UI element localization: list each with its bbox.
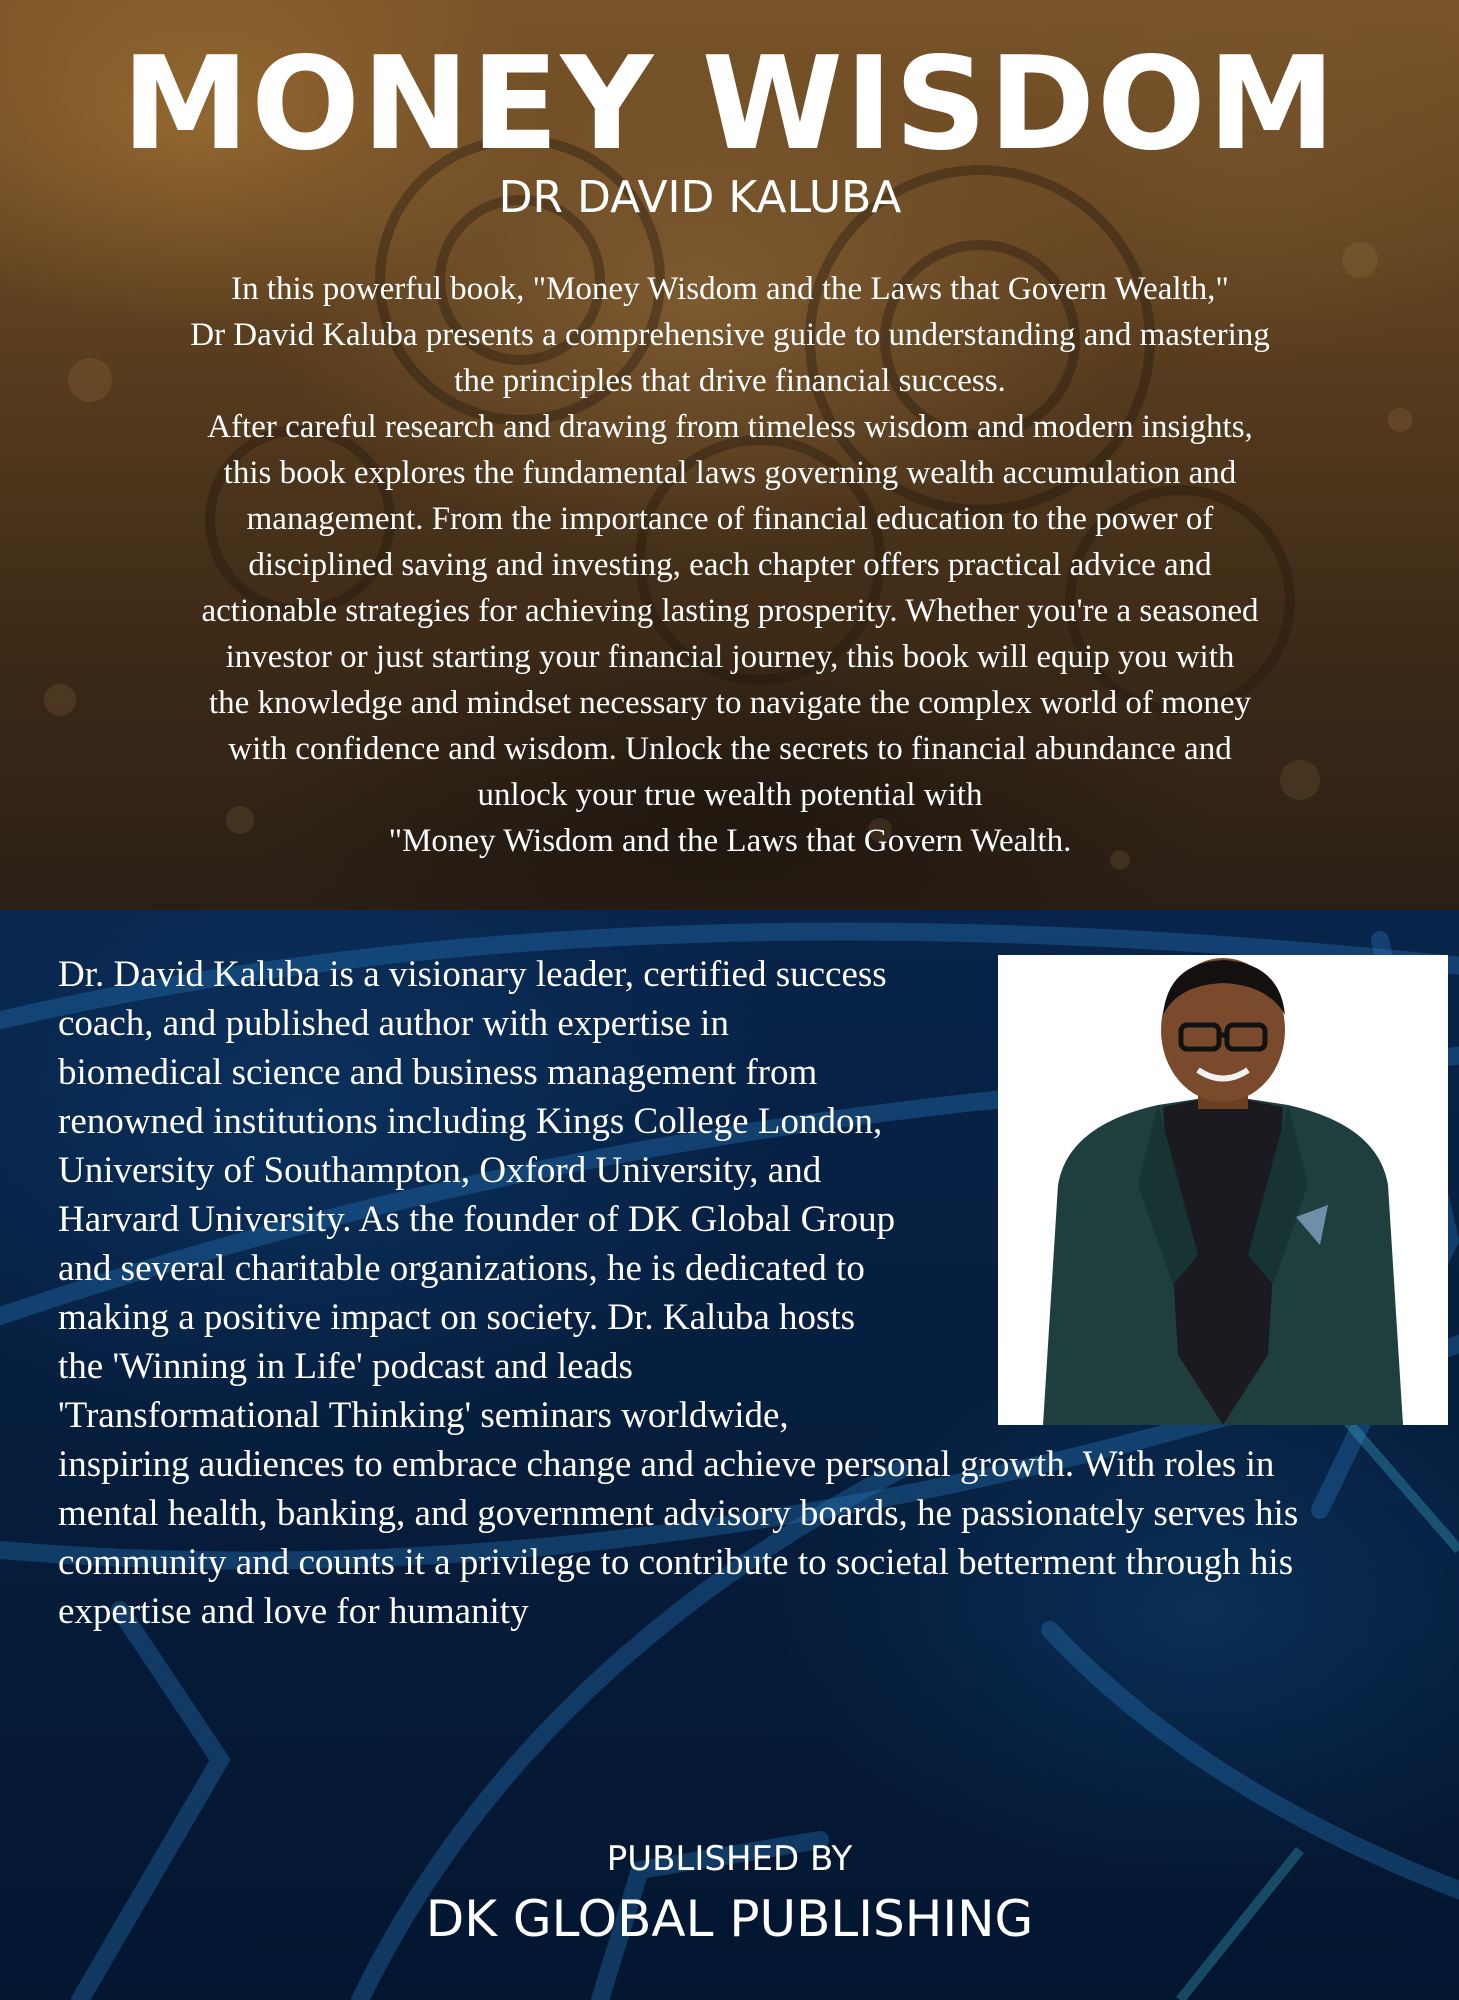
publisher-name: DK GLOBAL PUBLISHING xyxy=(425,1890,1034,1948)
bio-line: community and counts it a privilege to contribute to societal betterment through his xyxy=(58,1542,1294,1583)
blurb-line: After careful research and drawing from timeless wisdom and modern insights, xyxy=(207,409,1253,445)
bio-line: making a positive impact on society. Dr. Kaluba hosts xyxy=(58,1297,856,1338)
bio-line: biomedical science and business management from xyxy=(58,1052,818,1093)
blurb-line: disciplined saving and investing, each chapter offers practical advice and xyxy=(248,547,1212,583)
blurb-line: with confidence and wisdom. Unlock the secrets to financial abundance and xyxy=(228,731,1232,767)
bio-line: and several charitable organizations, he is dedicated to xyxy=(58,1248,865,1289)
book-description xyxy=(90,266,1370,864)
blurb-line: Dr David Kaluba presents a comprehensive guide to understanding and mastering xyxy=(190,317,1270,353)
author-portrait-illustration xyxy=(998,955,1448,1425)
blurb-line: In this powerful book, "Money Wisdom and the Laws that Govern Wealth," xyxy=(231,271,1229,307)
blurb-panel xyxy=(0,0,1459,910)
bio-line: University of Southampton, Oxford University, and xyxy=(58,1150,822,1191)
blurb-line: management. From the importance of financial education to the power of xyxy=(246,501,1214,537)
author-bio-panel xyxy=(0,910,1459,2000)
blurb-line: actionable strategies for achieving lasting prosperity. Whether you're a seasoned xyxy=(201,593,1259,629)
author-photo xyxy=(998,955,1448,1425)
bio-line: mental health, banking, and government advisory boards, he passionately serves his xyxy=(58,1493,1299,1534)
bio-line: inspiring audiences to embrace change and achieve personal growth. With roles in xyxy=(58,1444,1275,1485)
bio-line: coach, and published author with expertise in xyxy=(58,1003,729,1044)
blurb-line: this book explores the fundamental laws governing wealth accumulation and xyxy=(223,455,1237,491)
bio-line: renowned institutions including Kings College London, xyxy=(58,1101,883,1142)
author-name: DR DAVID KALUBA xyxy=(498,172,902,223)
blurb-line: "Money Wisdom and the Laws that Govern Wealth. xyxy=(388,823,1072,859)
bio-line: expertise and love for humanity xyxy=(58,1591,529,1632)
published-by-label: PUBLISHED BY xyxy=(606,1839,853,1879)
blurb-line: the principles that drive financial success. xyxy=(454,363,1006,399)
blurb-line: the knowledge and mindset necessary to navigate the complex world of money xyxy=(209,685,1251,721)
book-title: MONEY WISDOM xyxy=(121,30,1338,179)
bio-line: 'Transformational Thinking' seminars worldwide, xyxy=(58,1395,789,1436)
blurb-line: unlock your true wealth potential with xyxy=(477,777,983,813)
bio-line: Dr. David Kaluba is a visionary leader, certified success xyxy=(58,954,887,995)
bio-line: the 'Winning in Life' podcast and leads xyxy=(58,1346,633,1387)
bio-line: Harvard University. As the founder of DK Global Group xyxy=(58,1199,896,1240)
blurb-line: investor or just starting your financial journey, this book will equip you with xyxy=(225,639,1235,675)
